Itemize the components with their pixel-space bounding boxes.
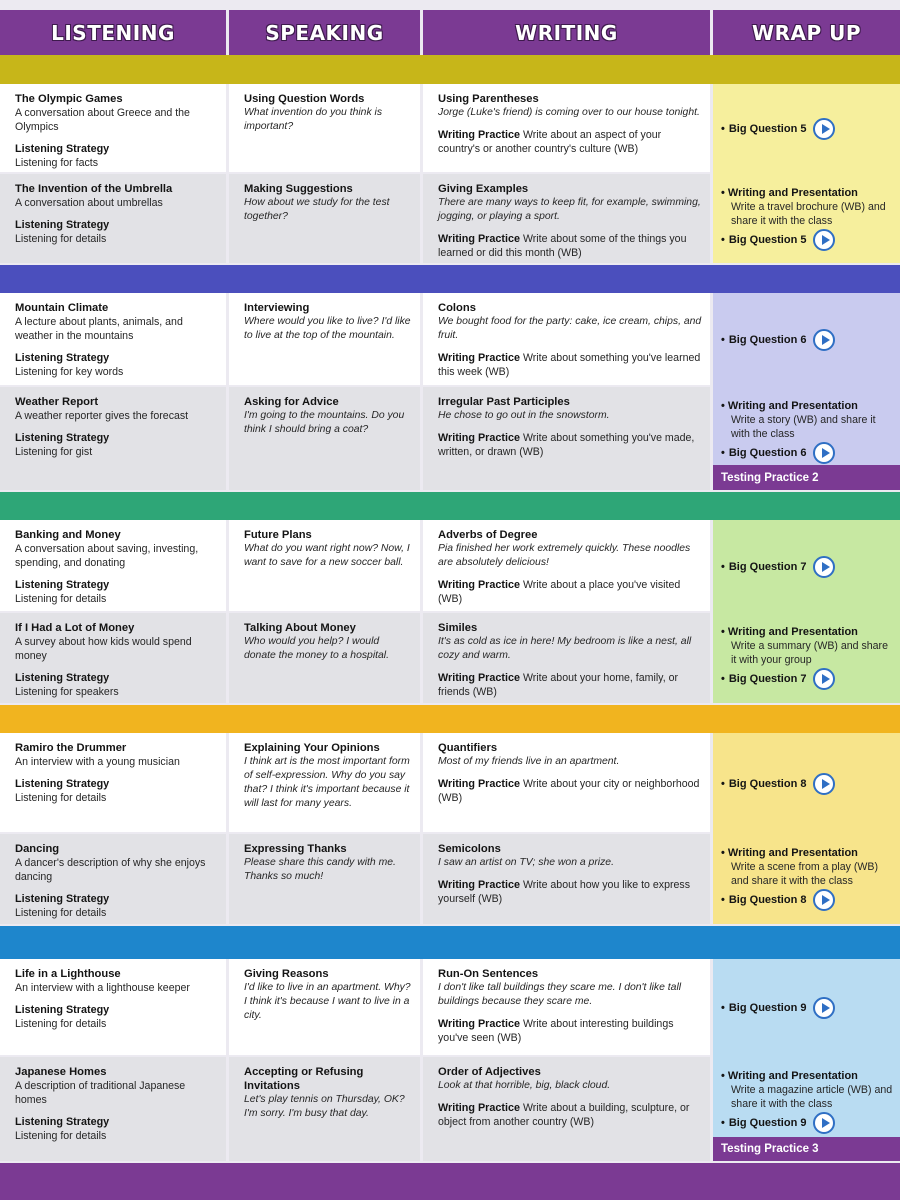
writing-cell bbox=[423, 1057, 710, 1161]
writing-and-presentation-text: Write a travel brochure (WB) and share it with the class bbox=[731, 201, 886, 227]
big-question-link[interactable] bbox=[721, 773, 835, 795]
listening-title: The Olympic Games bbox=[15, 93, 123, 105]
wrap-up-panel bbox=[713, 84, 900, 263]
writing-practice bbox=[438, 128, 702, 156]
writing-title: Giving Examples bbox=[438, 183, 529, 195]
big-question-label: Big Question 8 bbox=[728, 778, 807, 790]
big-question-label: Big Question 6 bbox=[728, 447, 807, 459]
writing-practice-text: Write about your city or neighborhood (WB) bbox=[438, 778, 700, 804]
speaking-cell bbox=[229, 174, 420, 263]
writing-and-presentation bbox=[721, 846, 894, 888]
unit-band bbox=[0, 55, 900, 84]
strategy-label: Listening Strategy bbox=[15, 579, 110, 591]
testing-practice-label[interactable]: Testing Practice 2 bbox=[713, 465, 900, 490]
strategy-label: Listening Strategy bbox=[15, 893, 110, 905]
writing-practice-label: Writing Practice bbox=[438, 352, 520, 364]
play-circle-icon[interactable] bbox=[813, 997, 835, 1019]
strategy-text: Listening for gist bbox=[15, 446, 93, 458]
big-question-label: Big Question 7 bbox=[728, 673, 807, 685]
writing-practice-label: Writing Practice bbox=[438, 579, 520, 591]
speaking-title: Asking for Advice bbox=[244, 396, 339, 408]
speaking-cell bbox=[229, 520, 420, 611]
speaking-cell bbox=[229, 293, 420, 385]
writing-title: Order of Adjectives bbox=[438, 1066, 541, 1078]
writing-practice-text: Write about an aspect of your country's or another country's culture (WB) bbox=[438, 129, 662, 155]
writing-cell bbox=[423, 733, 710, 832]
speaking-example: How about we study for the test together? bbox=[244, 197, 390, 222]
strategy-label: Listening Strategy bbox=[15, 219, 110, 231]
listening-description: A conversation about Greece and the Olympics bbox=[15, 107, 190, 133]
writing-and-presentation-text: Write a summary (WB) and share it with your group bbox=[731, 640, 888, 666]
writing-practice-label: Writing Practice bbox=[438, 129, 520, 141]
bullet-icon: • bbox=[721, 778, 725, 790]
big-question-link[interactable] bbox=[721, 118, 835, 140]
listening-description: A lecture about plants, animals, and weather in the mountains bbox=[15, 316, 183, 342]
header-listening: LISTENING bbox=[0, 10, 226, 56]
bottom-band bbox=[0, 1163, 900, 1200]
listening-title: If I Had a Lot of Money bbox=[15, 622, 135, 634]
big-question-label: Big Question 5 bbox=[728, 123, 807, 135]
speaking-title: Using Question Words bbox=[244, 93, 365, 105]
unit-band bbox=[0, 926, 900, 959]
listening-cell bbox=[0, 959, 226, 1055]
writing-and-presentation-title-text: Writing and Presentation bbox=[727, 626, 858, 638]
listening-cell bbox=[0, 834, 226, 924]
speaking-title: Explaining Your Opinions bbox=[244, 742, 380, 754]
writing-cell bbox=[423, 84, 710, 172]
writing-and-presentation-title bbox=[721, 846, 894, 860]
strategy-label: Listening Strategy bbox=[15, 1004, 110, 1016]
strategy-text: Listening for details bbox=[15, 792, 107, 804]
writing-practice bbox=[438, 351, 702, 379]
strategy-text: Listening for details bbox=[15, 1018, 107, 1030]
bullet-icon: • bbox=[721, 1002, 725, 1014]
listening-cell bbox=[0, 174, 226, 263]
writing-cell bbox=[423, 520, 710, 611]
writing-title: Semicolons bbox=[438, 843, 501, 855]
header-speaking: SPEAKING bbox=[229, 10, 420, 56]
writing-practice-text: Write about some of the things you learned or did this month (WB) bbox=[438, 233, 687, 259]
strategy-label: Listening Strategy bbox=[15, 778, 110, 790]
writing-practice-label: Writing Practice bbox=[438, 879, 520, 891]
strategy-text: Listening for details bbox=[15, 907, 107, 919]
strategy-text: Listening for key words bbox=[15, 366, 124, 378]
big-question-label: Big Question 5 bbox=[728, 234, 807, 246]
writing-practice bbox=[438, 578, 702, 606]
strategy-label: Listening Strategy bbox=[15, 143, 110, 155]
speaking-title: Expressing Thanks bbox=[244, 843, 347, 855]
writing-title: Quantifiers bbox=[438, 742, 498, 754]
play-circle-icon[interactable] bbox=[813, 773, 835, 795]
strategy-text: Listening for speakers bbox=[15, 686, 119, 698]
speaking-title: Making Suggestions bbox=[244, 183, 353, 195]
writing-title: Irregular Past Participles bbox=[438, 396, 570, 408]
writing-example: Pia finished her work extremely quickly. These noodles are absolutely delicious! bbox=[438, 543, 691, 568]
writing-title: Colons bbox=[438, 302, 476, 314]
play-circle-icon[interactable] bbox=[813, 229, 835, 251]
writing-and-presentation bbox=[721, 186, 894, 228]
unit-band bbox=[0, 492, 900, 520]
writing-example: We bought food for the party: cake, ice cream, chips, and fruit. bbox=[438, 316, 702, 341]
strategy-text: Listening for details bbox=[15, 233, 107, 245]
bullet-icon: • bbox=[721, 673, 725, 685]
big-question-link[interactable] bbox=[721, 997, 835, 1019]
writing-practice-label: Writing Practice bbox=[438, 1018, 520, 1030]
writing-practice bbox=[438, 1017, 702, 1045]
listening-description: A conversation about saving, investing, spending, and donating bbox=[15, 543, 199, 569]
play-circle-icon[interactable] bbox=[813, 889, 835, 911]
writing-and-presentation bbox=[721, 399, 894, 441]
speaking-cell bbox=[229, 733, 420, 832]
big-question-label: Big Question 9 bbox=[728, 1002, 807, 1014]
strategy-label: Listening Strategy bbox=[15, 432, 110, 444]
speaking-cell bbox=[229, 834, 420, 924]
writing-practice-text: Write about a building, sculpture, or object from another country (WB) bbox=[438, 1102, 690, 1128]
listening-description: An interview with a young musician bbox=[15, 756, 180, 768]
writing-and-presentation-text: Write a magazine article (WB) and share it with the class bbox=[731, 1084, 893, 1110]
speaking-example: I think art is the most important form of self-expression. Why do you say that? I think it's important because it will last for many years. bbox=[244, 756, 410, 809]
listening-description: A survey about how kids would spend money bbox=[15, 636, 192, 662]
unit-band bbox=[0, 265, 900, 293]
writing-practice-label: Writing Practice bbox=[438, 672, 520, 684]
writing-title: Run-On Sentences bbox=[438, 968, 539, 980]
listening-cell bbox=[0, 1057, 226, 1161]
play-circle-icon[interactable] bbox=[813, 118, 835, 140]
listening-description: An interview with a lighthouse keeper bbox=[15, 982, 190, 994]
column-header-row bbox=[0, 10, 900, 56]
listening-description: A description of traditional Japanese homes bbox=[15, 1080, 186, 1106]
listening-title: The Invention of the Umbrella bbox=[15, 183, 173, 195]
speaking-cell bbox=[229, 959, 420, 1055]
writing-cell bbox=[423, 387, 710, 490]
play-circle-icon[interactable] bbox=[813, 329, 835, 351]
writing-title: Adverbs of Degree bbox=[438, 529, 538, 541]
writing-and-presentation-text: Write a scene from a play (WB) and share it with the class bbox=[731, 861, 878, 887]
speaking-cell bbox=[229, 613, 420, 703]
big-question-link[interactable] bbox=[721, 229, 835, 251]
bullet-icon: • bbox=[721, 1070, 728, 1082]
writing-practice bbox=[438, 777, 702, 805]
writing-cell bbox=[423, 834, 710, 924]
big-question-link[interactable] bbox=[721, 329, 835, 351]
listening-description: A dancer's description of why she enjoys dancing bbox=[15, 857, 206, 883]
big-question-label: Big Question 9 bbox=[728, 1117, 807, 1129]
big-question-link[interactable] bbox=[721, 668, 835, 690]
writing-practice-label: Writing Practice bbox=[438, 233, 520, 245]
big-question-link[interactable] bbox=[721, 556, 835, 578]
listening-cell bbox=[0, 613, 226, 703]
writing-example: Jorge (Luke's friend) is coming over to our house tonight. bbox=[438, 107, 700, 118]
bullet-icon: • bbox=[721, 234, 725, 246]
listening-cell bbox=[0, 733, 226, 832]
speaking-cell bbox=[229, 1057, 420, 1161]
play-circle-icon[interactable] bbox=[813, 1112, 835, 1134]
listening-cell bbox=[0, 520, 226, 611]
listening-description: A conversation about umbrellas bbox=[15, 197, 163, 209]
writing-practice-text: Write about a place you've visited (WB) bbox=[438, 579, 681, 605]
writing-title: Similes bbox=[438, 622, 478, 634]
writing-practice-text: Write about interesting buildings you've seen (WB) bbox=[438, 1018, 674, 1044]
writing-practice bbox=[438, 431, 702, 459]
writing-and-presentation-title-text: Writing and Presentation bbox=[727, 400, 858, 412]
writing-cell bbox=[423, 174, 710, 263]
listening-title: Weather Report bbox=[15, 396, 99, 408]
strategy-text: Listening for facts bbox=[15, 157, 99, 169]
strategy-label: Listening Strategy bbox=[15, 672, 110, 684]
big-question-label: Big Question 7 bbox=[728, 561, 807, 573]
listening-title: Ramiro the Drummer bbox=[15, 742, 127, 754]
speaking-example: Let's play tennis on Thursday, OK? I'm sorry. I'm busy that day. bbox=[244, 1094, 405, 1119]
speaking-example: What do you want right now? Now, I want to save for a new soccer ball. bbox=[244, 543, 410, 568]
speaking-title: Interviewing bbox=[244, 302, 310, 314]
writing-and-presentation-title bbox=[721, 625, 894, 639]
writing-practice-text: Write about how you like to express yourself (WB) bbox=[438, 879, 690, 905]
big-question-label: Big Question 6 bbox=[728, 334, 807, 346]
speaking-title: Accepting or Refusing Invitations bbox=[244, 1066, 364, 1092]
listening-cell bbox=[0, 84, 226, 172]
writing-and-presentation-text: Write a story (WB) and share it with the class bbox=[731, 414, 876, 440]
speaking-example: I'm going to the mountains. Do you think I should bring a coat? bbox=[244, 410, 405, 435]
writing-practice-text: Write about something you've learned this week (WB) bbox=[438, 352, 701, 378]
speaking-cell bbox=[229, 84, 420, 172]
listening-title: Banking and Money bbox=[15, 529, 121, 541]
listening-cell bbox=[0, 387, 226, 490]
bullet-icon: • bbox=[721, 334, 725, 346]
play-circle-icon[interactable] bbox=[813, 556, 835, 578]
speaking-example: What invention do you think is important? bbox=[244, 107, 383, 132]
writing-cell bbox=[423, 959, 710, 1055]
header-writing: WRITING bbox=[423, 10, 710, 56]
testing-practice-label[interactable]: Testing Practice 3 bbox=[713, 1137, 900, 1161]
bullet-icon: • bbox=[721, 400, 728, 412]
big-question-link[interactable] bbox=[721, 1112, 835, 1134]
speaking-title: Giving Reasons bbox=[244, 968, 329, 980]
writing-practice-label: Writing Practice bbox=[438, 1102, 520, 1114]
writing-example: I saw an artist on TV; she won a prize. bbox=[438, 857, 614, 868]
writing-practice bbox=[438, 671, 702, 699]
writing-and-presentation-title bbox=[721, 186, 894, 200]
writing-practice bbox=[438, 1101, 702, 1129]
writing-and-presentation bbox=[721, 625, 894, 667]
writing-and-presentation-title bbox=[721, 1069, 894, 1083]
speaking-example: I'd like to live in an apartment. Why? I think it's because I want to live in a city. bbox=[244, 982, 411, 1021]
writing-and-presentation-title-text: Writing and Presentation bbox=[727, 1070, 858, 1082]
writing-and-presentation-title-text: Writing and Presentation bbox=[727, 847, 858, 859]
wrap-up-panel bbox=[713, 293, 900, 465]
big-question-label: Big Question 8 bbox=[728, 894, 807, 906]
bullet-icon: • bbox=[721, 1117, 725, 1129]
bullet-icon: • bbox=[721, 187, 728, 199]
strategy-label: Listening Strategy bbox=[15, 352, 110, 364]
bullet-icon: • bbox=[721, 894, 725, 906]
writing-practice-text: Write about your home, family, or friends (WB) bbox=[438, 672, 678, 698]
wrap-up-panel bbox=[713, 733, 900, 924]
big-question-link[interactable] bbox=[721, 442, 835, 464]
writing-example: I don't like tall buildings they scare me. I don't like tall buildings because they scare me. bbox=[438, 982, 682, 1007]
writing-title: Using Parentheses bbox=[438, 93, 539, 105]
writing-and-presentation bbox=[721, 1069, 894, 1111]
bullet-icon: • bbox=[721, 447, 725, 459]
wrap-up-panel bbox=[713, 520, 900, 703]
bullet-icon: • bbox=[721, 847, 728, 859]
listening-title: Dancing bbox=[15, 843, 60, 855]
unit-band bbox=[0, 705, 900, 733]
listening-title: Life in a Lighthouse bbox=[15, 968, 121, 980]
speaking-title: Talking About Money bbox=[244, 622, 356, 634]
big-question-link[interactable] bbox=[721, 889, 835, 911]
writing-and-presentation-title-text: Writing and Presentation bbox=[727, 187, 858, 199]
writing-example: Look at that horrible, big, black cloud. bbox=[438, 1080, 611, 1091]
listening-cell bbox=[0, 293, 226, 385]
writing-practice-label: Writing Practice bbox=[438, 432, 520, 444]
bullet-icon: • bbox=[721, 123, 725, 135]
listening-description: A weather reporter gives the forecast bbox=[15, 410, 189, 422]
writing-practice-text: Write about something you've made, written, or drawn (WB) bbox=[438, 432, 695, 458]
speaking-title: Future Plans bbox=[244, 529, 312, 541]
listening-title: Japanese Homes bbox=[15, 1066, 107, 1078]
writing-practice bbox=[438, 878, 702, 906]
play-circle-icon[interactable] bbox=[813, 442, 835, 464]
writing-example: It's as cold as ice in here! My bedroom is like a nest, all cozy and warm. bbox=[438, 636, 692, 661]
writing-practice-label: Writing Practice bbox=[438, 778, 520, 790]
strategy-text: Listening for details bbox=[15, 593, 107, 605]
writing-practice bbox=[438, 232, 702, 260]
listening-title: Mountain Climate bbox=[15, 302, 109, 314]
writing-cell bbox=[423, 613, 710, 703]
writing-and-presentation-title bbox=[721, 399, 894, 413]
speaking-cell bbox=[229, 387, 420, 490]
writing-example: There are many ways to keep fit, for example, swimming, jogging, or playing a sport. bbox=[438, 197, 701, 222]
writing-example: He chose to go out in the snowstorm. bbox=[438, 410, 610, 421]
wrap-up-panel bbox=[713, 959, 900, 1137]
writing-example: Most of my friends live in an apartment. bbox=[438, 756, 620, 767]
strategy-label: Listening Strategy bbox=[15, 1116, 110, 1128]
play-circle-icon[interactable] bbox=[813, 668, 835, 690]
speaking-example: Who would you help? I would donate the money to a hospital. bbox=[244, 636, 389, 661]
writing-cell bbox=[423, 293, 710, 385]
bullet-icon: • bbox=[721, 626, 728, 638]
bullet-icon: • bbox=[721, 561, 725, 573]
strategy-text: Listening for details bbox=[15, 1130, 107, 1142]
speaking-example: Where would you like to live? I'd like to live at the top of the mountain. bbox=[244, 316, 411, 341]
speaking-example: Please share this candy with me. Thanks so much! bbox=[244, 857, 396, 882]
header-wrap-up: WRAP UP bbox=[713, 10, 900, 56]
